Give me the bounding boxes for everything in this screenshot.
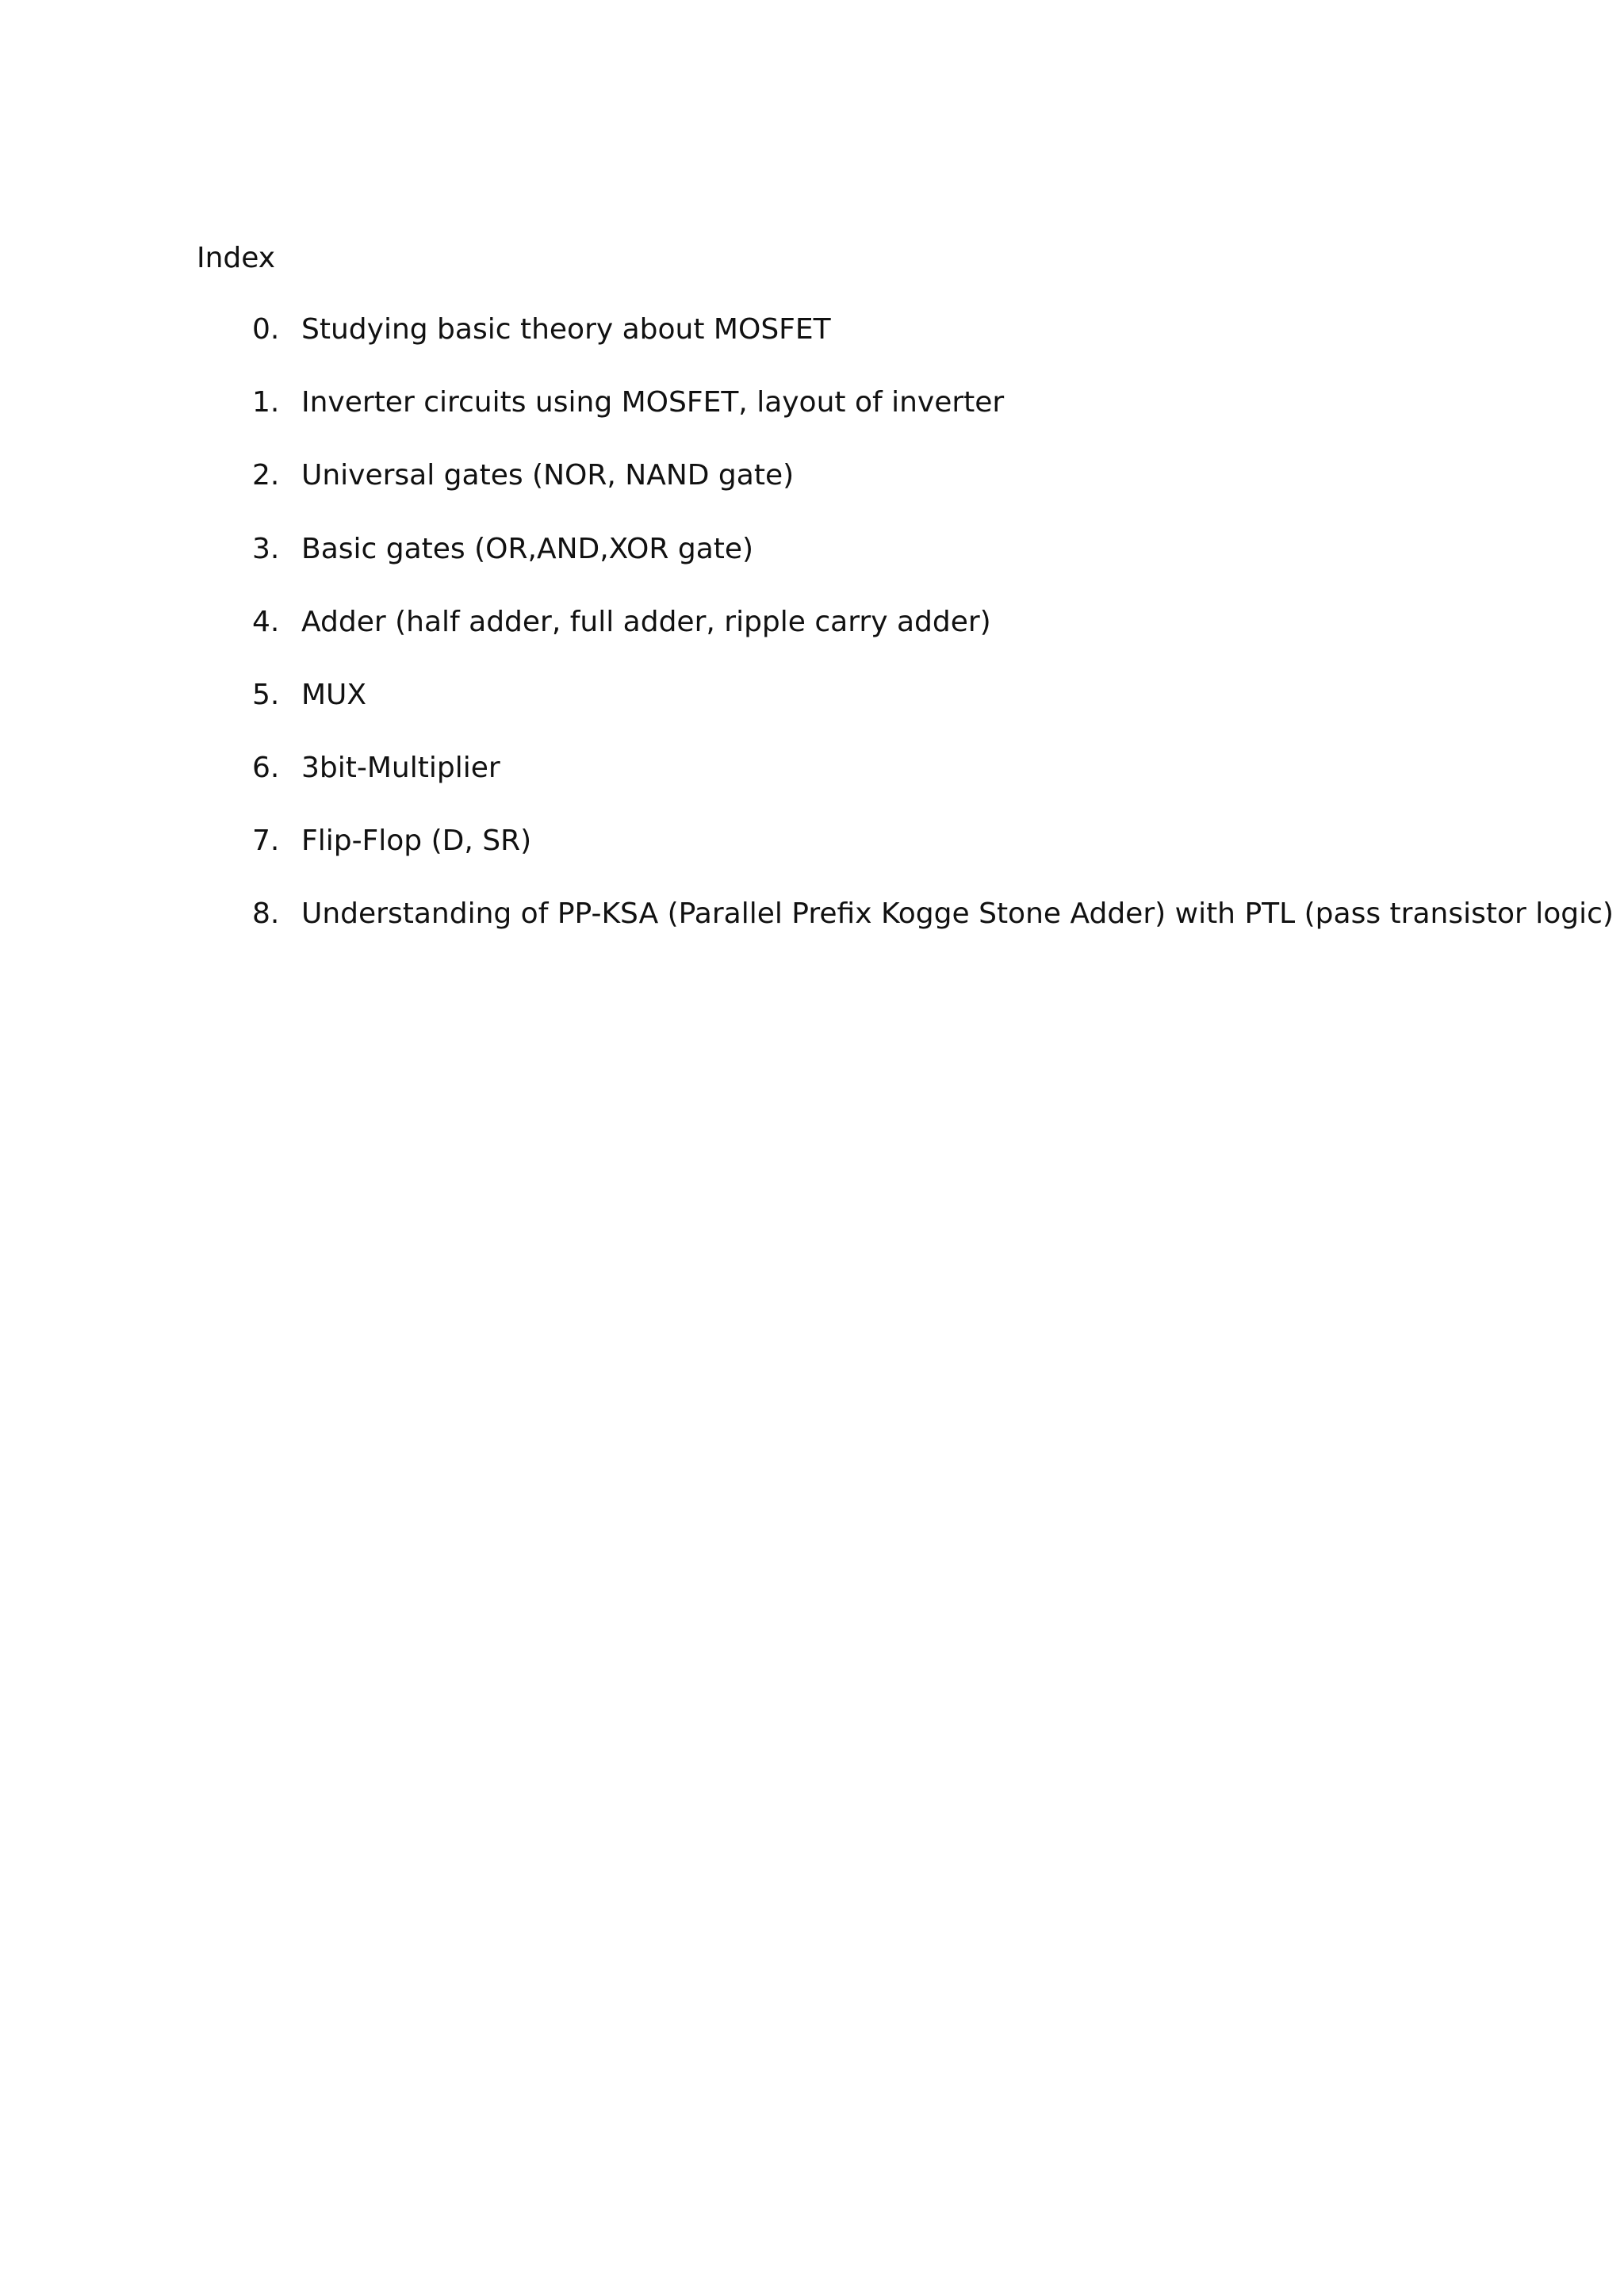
index-item-6 <box>0 748 1624 788</box>
index-heading: Index <box>197 242 276 274</box>
index-item-0 <box>0 310 1624 350</box>
item-text: Inverter circuits using MOSFET, layout of inverter <box>301 386 1005 419</box>
item-number: 3. <box>252 533 280 565</box>
item-number: 5. <box>252 679 280 711</box>
index-item-5 <box>0 675 1624 715</box>
index-item-7 <box>0 821 1624 861</box>
item-text: MUX <box>301 679 367 711</box>
item-number: 8. <box>252 897 280 930</box>
item-text: Basic gates (OR,AND,XOR gate) <box>301 533 754 565</box>
item-number: 4. <box>252 606 280 638</box>
item-number: 0. <box>252 313 280 346</box>
item-text: Understanding of PP-KSA (Parallel Prefix Kogge Stone Adder) with PTL (pass transistor logic) <box>301 897 1614 930</box>
index-item-3 <box>0 530 1624 569</box>
item-number: 1. <box>252 386 280 419</box>
item-text: 3bit-Multiplier <box>301 752 500 784</box>
item-text: Studying basic theory about MOSFET <box>301 313 831 346</box>
item-number: 7. <box>252 825 280 857</box>
index-item-4 <box>0 603 1624 642</box>
index-item-1 <box>0 383 1624 423</box>
item-text: Adder (half adder, full adder, ripple carry adder) <box>301 606 991 638</box>
item-text: Flip-Flop (D, SR) <box>301 825 532 857</box>
index-item-2 <box>0 456 1624 496</box>
item-number: 2. <box>252 459 280 492</box>
index-item-8 <box>0 894 1624 934</box>
item-number: 6. <box>252 752 280 784</box>
item-text: Universal gates (NOR, NAND gate) <box>301 459 795 492</box>
